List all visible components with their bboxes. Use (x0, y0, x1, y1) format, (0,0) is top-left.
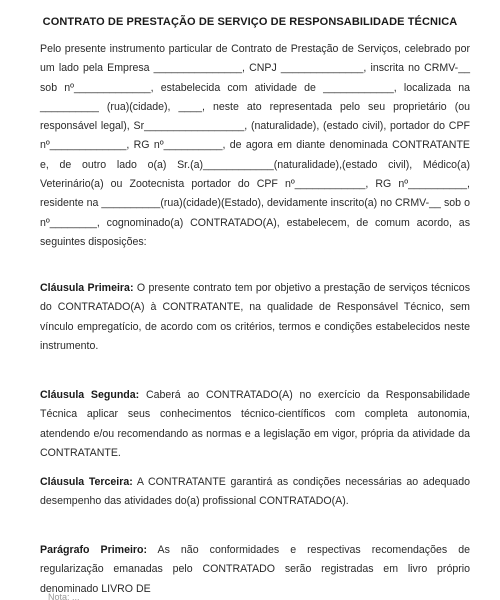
clause-second (40, 386, 470, 463)
intro-paragraph: Pelo presente instrumento particular de Contrato de Prestação de Serviços, celebrado por um lado pela Empresa _______________, CNPJ ______________, inscrita no CRMV-__ sob nº_____________, estabelecida com atividade de ____________, localizada na __________ (rua)(cidade), ____, neste ato representada pelo seu proprietário (ou responsável legal), Sr_________________, (naturalidade), (estado civil), portador do CPF nº_____________, RG nº__________, de agora em diante denominada CONTRATANTE e, de outro lado o(a) Sr.(a)____________(naturalidade),(estado civil), Médico(a) Veterinário(a) ou Zootecnista portador do CPF nº____________, RG nº__________, residente na __________(rua)(cidade)(Estado), devidamente inscrito(a) no CRMV-__ sob o nº________, cognominado(a) CONTRATADO(A), estabelecem, de comum acordo, as seguintes disposições: (40, 43, 470, 248)
clause-first-text: O presente contrato tem por objetivo a prestação de serviços técnicos do CONTRATADO(A) à CONTRATANTE, na qualidade de Responsável Técnico, sem vínculo empregatício, de acordo com os critérios, termos e condições estabelecidos neste instrumento. (40, 282, 470, 352)
clause-first (40, 279, 470, 356)
footer-note: Nota: ... (48, 592, 80, 600)
clause-third (40, 473, 470, 512)
paragraph-first-text: As não conformidades e respectivas recomendações de regularização emanadas pelo CONTRATADO serão registradas em livro próprio denominado LIVRO DE (40, 544, 470, 595)
clause-first-heading: Cláusula Primeira: (40, 282, 134, 294)
paragraph-first (40, 541, 470, 599)
clause-second-heading: Cláusula Segunda: (40, 389, 140, 401)
paragraph-first-heading: Parágrafo Primeiro: (40, 544, 148, 556)
clause-third-heading: Cláusula Terceira: (40, 476, 133, 488)
document-title: CONTRATO DE PRESTAÇÃO DE SERVIÇO DE RESPONSABILIDADE TÉCNICA (42, 16, 458, 28)
clause-third-text: A CONTRATANTE garantirá as condições necessárias ao adequado desempenho das atividades do(a) profissional CONTRATADO(A). (40, 476, 470, 508)
clause-second-text: Caberá ao CONTRATADO(A) no exercício da Responsabilidade Técnica aplicar seus conhecimentos técnico-científicos com completa autonomia, atendendo e/ou recomendando as normas e a legislação em vigor, própria da atividade da CONTRATANTE. (40, 389, 470, 459)
